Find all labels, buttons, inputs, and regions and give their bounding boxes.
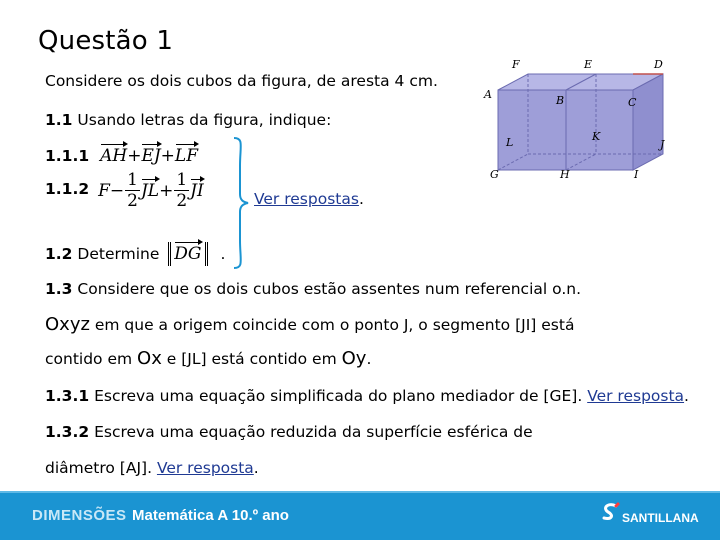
- q12-line: [45, 242, 225, 266]
- footer-brand: DIMENSÕES: [32, 507, 127, 524]
- plus-sign: +: [159, 180, 174, 201]
- point-f: F: [98, 180, 110, 201]
- label-i: I: [634, 168, 639, 181]
- label-k: K: [592, 130, 601, 143]
- label-h: H: [560, 168, 570, 181]
- fraction-numerator: 1: [176, 170, 188, 190]
- q13-line3: [45, 348, 371, 369]
- vector-lf: LF: [174, 146, 199, 166]
- q11-number: 1.1: [45, 111, 73, 129]
- vector-ji: JI: [190, 180, 204, 201]
- fraction-half: [125, 172, 140, 210]
- see-answer-link[interactable]: Ver resposta: [587, 387, 685, 405]
- q111-line: [45, 146, 198, 166]
- fraction-denominator: 2: [176, 191, 188, 211]
- plus-sign: +: [160, 146, 175, 166]
- norm-dg: [168, 242, 207, 266]
- period: .: [366, 350, 372, 368]
- fraction-half: [174, 172, 189, 210]
- q132-text: Escreva uma equação reduzida da superfície esférica de: [94, 423, 533, 441]
- label-g: G: [490, 168, 499, 181]
- plus-sign: +: [127, 146, 142, 166]
- see-answer-link[interactable]: Ver resposta: [156, 459, 254, 477]
- q13-text-line2: em que a origem coincide com o ponto J, o segmento [JI] está: [89, 316, 575, 334]
- right-face: [633, 74, 663, 170]
- q13-line2: [45, 314, 574, 335]
- label-b: B: [556, 94, 565, 107]
- q13-number: 1.3: [45, 280, 73, 298]
- label-e: E: [584, 58, 593, 71]
- q132-line1: [45, 423, 533, 441]
- vector-ah: AH: [100, 146, 128, 166]
- label-a: A: [484, 88, 492, 101]
- period: .: [253, 459, 259, 477]
- period: .: [358, 190, 364, 208]
- question-title: Questão 1: [38, 26, 174, 56]
- ox-text: Ox: [137, 348, 162, 369]
- q11-line: [45, 111, 331, 129]
- minus-sign: −: [109, 180, 125, 201]
- q132-line2: [45, 459, 259, 477]
- q132-number: 1.3.2: [45, 423, 90, 441]
- label-c: C: [628, 96, 637, 109]
- fraction-numerator: 1: [127, 170, 138, 190]
- intro-text: Considere os dois cubos da figura, de aresta 4 cm.: [45, 72, 438, 90]
- footer-subject: Matemática A 10.º ano: [132, 507, 289, 524]
- q112-expression: [98, 170, 204, 211]
- see-answers-link[interactable]: Ver respostas: [254, 190, 359, 208]
- q111-expression: [100, 146, 198, 166]
- q131-text: Escreva uma equação simplificada do plano mediador de [GE].: [94, 387, 583, 405]
- q13-text-line3b: e [JL] está contido em: [161, 350, 342, 368]
- q111-number: 1.1.1: [45, 147, 90, 165]
- q12-text: Determine: [77, 245, 160, 263]
- period: .: [220, 245, 226, 263]
- period: .: [684, 387, 689, 405]
- santillana-logo-icon: [600, 501, 622, 523]
- label-f: F: [512, 58, 520, 71]
- label-d: D: [654, 58, 663, 71]
- footer-publisher: SANTILLANA: [622, 511, 699, 525]
- q131-line: [45, 387, 689, 405]
- q12-number: 1.2: [45, 245, 73, 263]
- q112-number: 1.1.2: [45, 179, 90, 198]
- vector-ej: EJ: [141, 146, 161, 166]
- cubes-figure: [478, 52, 678, 182]
- vector-jl: JL: [140, 180, 160, 201]
- q13-line1: [45, 280, 581, 298]
- q112-line: [45, 172, 204, 210]
- fraction-denominator: 2: [127, 191, 138, 211]
- q11-text: Usando letras da figura, indique:: [77, 111, 332, 129]
- q131-number: 1.3.1: [45, 387, 90, 405]
- oxyz-text: Oxyz: [45, 314, 90, 335]
- answers-link-group: [254, 190, 364, 208]
- q132-text2: diâmetro [AJ].: [45, 459, 152, 477]
- footer-bar: [0, 493, 720, 540]
- vector-dg: DG: [174, 244, 202, 264]
- q13-text-line1: Considere que os dois cubos estão assentes num referencial o.n.: [77, 280, 581, 298]
- label-j: J: [660, 138, 665, 151]
- q13-text-line3a: contido em: [45, 350, 138, 368]
- label-l: L: [506, 136, 514, 149]
- oy-text: Oy: [341, 348, 367, 369]
